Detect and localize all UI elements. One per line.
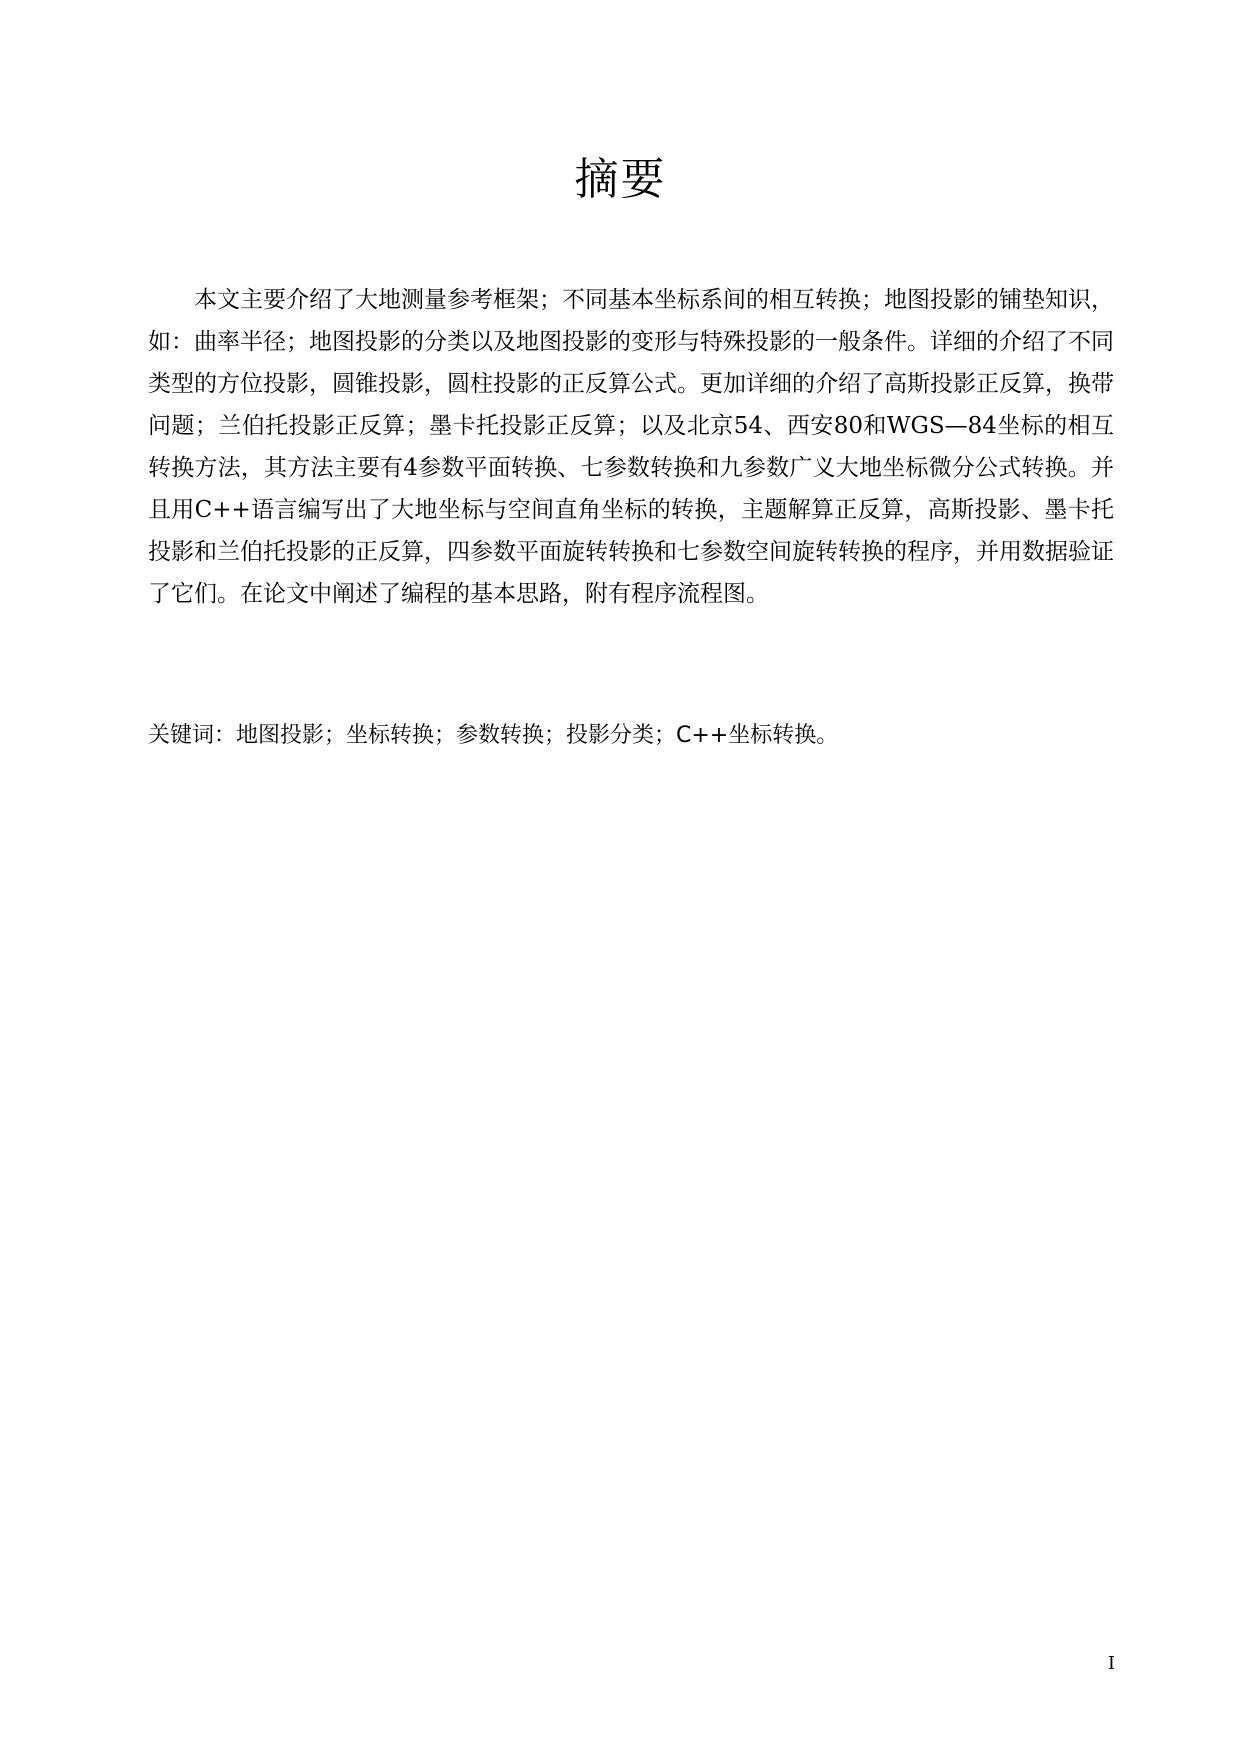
page-number: I [1107, 1653, 1115, 1674]
abstract-paragraph: 本文主要介绍了大地测量参考框架；不同基本坐标系间的相互转换；地图投影的铺垫知识，如：曲率半径；地图投影的分类以及地图投影的变形与特殊投影的一般条件。详细的介绍了不同类型的方位投影，圆锥投影，圆柱投影的正反算公式。更加详细的介绍了高斯投影正反算，换带问题；兰伯托投影正反算；墨卡托投影正反算；以及北京54、西安80和WGS—84坐标的相互转换方法，其方法主要有4参数平面转换、七参数转换和九参数广义大地坐标微分公式转换。并且用C++语言编写出了大地坐标与空间直角坐标的转换，主题解算正反算，高斯投影、墨卡托投影和兰伯托投影的正反算，四参数平面旋转转换和七参数空间旋转转换的程序，并用数据验证了它们。在论文中阐述了编程的基本思路，附有程序流程图。 [148, 287, 1114, 607]
keywords-line: 关键词：地图投影；坐标转换；参数转换；投影分类；C++坐标转换。 [148, 723, 839, 748]
page-title: 摘要 [574, 154, 667, 205]
